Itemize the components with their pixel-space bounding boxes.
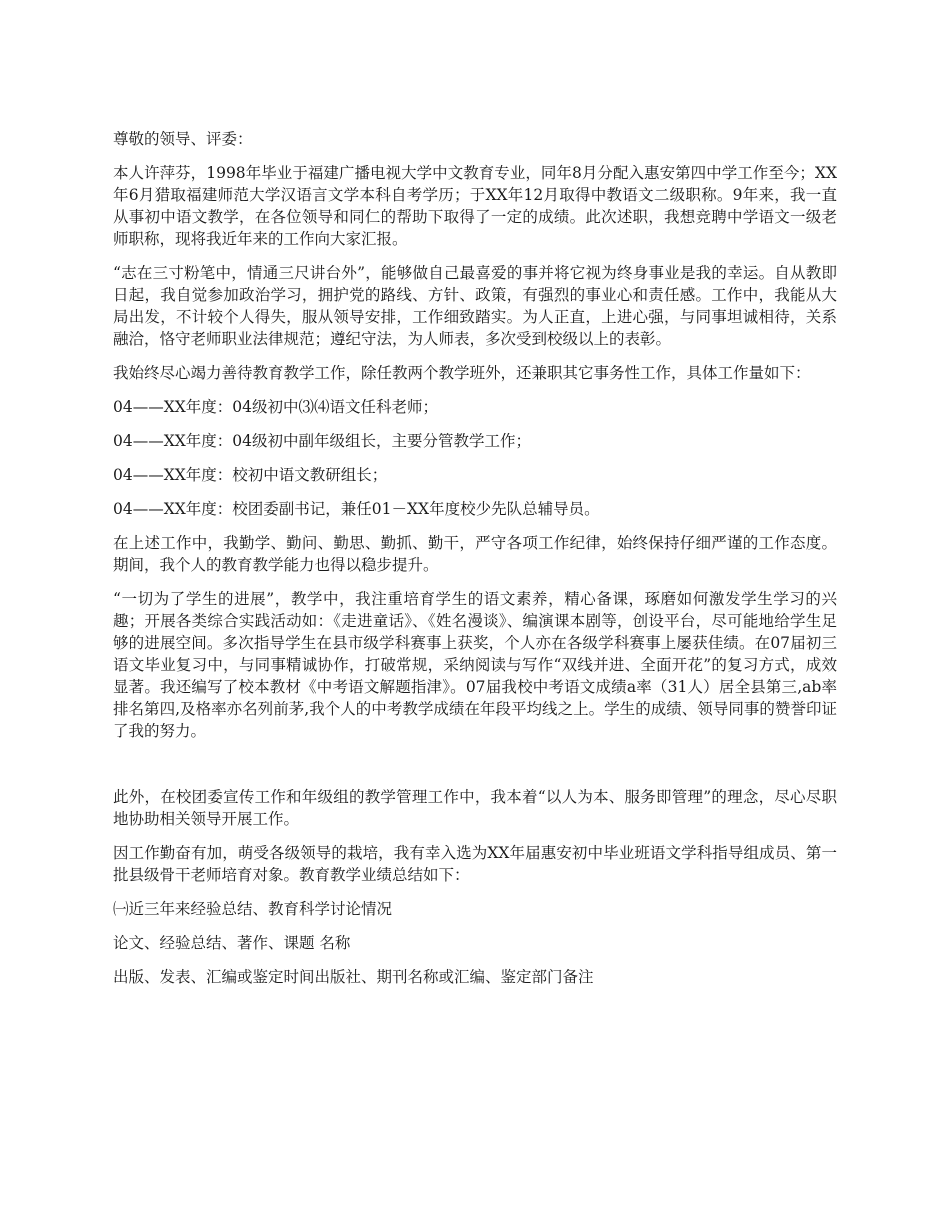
section-heading: ㈠近三年来经验总结、教育科学讨论情况 xyxy=(113,900,393,918)
document-body xyxy=(113,128,837,1000)
paragraph-management: 此外，在校团委宣传工作和年级组的教学管理工作中，我本着“以人为本、服务即管理”的理念，尽心尽职地协助相关领导开展工作。 xyxy=(113,788,837,828)
workload-item: 04——XX年度：校初中语文教研组长； xyxy=(113,466,388,484)
paragraph-selection: 因工作勤奋有加，萌受各级领导的栽培，我有幸入选为XX年届惠安初中毕业班语文学科指导组成员、第一批县级骨干老师培育对象。教育教学业绩总结如下： xyxy=(113,844,837,884)
workload-item: 04——XX年度：04级初中副年级组长，主要分管教学工作； xyxy=(113,432,532,450)
paragraph-teaching: “一切为了学生的进展”，教学中，我注重培育学生的语文素养，精心备课，琢磨如何激发学生学习的兴趣；开展各类综合实践活动如：《走进童话》、《姓名漫谈》、编演课本剧等，创设平台，尽可能地给学生足够的进展空间。多次指导学生在县市级学科赛事上获奖，个人亦在各级学科赛事上屡获佳绩。在07届初三语文毕业复习中，与同事精诚协作，打破常规，采纳阅读与写作“双线并进、全面开花”的复习方式，成效显著。我还编写了校本教材《中考语文解题指津》。07届我校中考语文成绩a率（31人）居全县第三,ab率排名第四,及格率亦名列前茅,我个人的中考教学成绩在年段平均线之上。学生的成绩、领导同事的赞誉印证了我的努力。 xyxy=(113,590,837,740)
workload-item: 04——XX年度：校团委副书记，兼任01－XX年度校少先队总辅导员。 xyxy=(113,500,600,518)
paragraph-diligence: 在上述工作中，我勤学、勤问、勤思、勤抓、勤干，严守各项工作纪律，始终保持仔细严谨的工作态度。期间，我个人的教育教学能力也得以稳步提升。 xyxy=(113,534,837,574)
table-header-line: 出版、发表、汇编或鉴定时间出版社、期刊名称或汇编、鉴定部门备注 xyxy=(113,968,594,986)
table-header-line: 论文、经验总结、著作、课题 名称 xyxy=(113,934,351,952)
paragraph-intro: 本人许萍芬，1998年毕业于福建广播电视大学中文教育专业，同年8月分配入惠安第四中学工作至今；XX年6月猎取福建师范大学汉语言文学本科自考学历；于XX年12月取得中教语文二级职称。9年来，我一直从事初中语文教学，在各位领导和同仁的帮助下取得了一定的成绩。此次述职，我想竞聘中学语文一级老师职称，现将我近年来的工作向大家汇报。 xyxy=(113,164,837,248)
paragraph-attitude: “志在三寸粉笔中，情通三尺讲台外”，能够做自己最喜爱的事并将它视为终身事业是我的幸运。自从教即日起，我自觉参加政治学习，拥护党的路线、方针、政策，有强烈的事业心和责任感。工作中，我能从大局出发，不计较个人得失，服从领导安排，工作细致踏实。为人正直，上进心强，与同事坦诚相待，关系融洽，恪守老师职业法律规范；遵纪守法，为人师表，多次受到校级以上的表彰。 xyxy=(113,264,837,348)
workload-item: 04——XX年度：04级初中⑶⑷语文任科老师； xyxy=(113,398,439,416)
salutation: 尊敬的领导、评委： xyxy=(113,130,253,148)
paragraph-workload: 我始终尽心竭力善待教育教学工作，除任教两个教学班外，还兼职其它事务性工作，具体工作量如下： xyxy=(113,364,811,382)
